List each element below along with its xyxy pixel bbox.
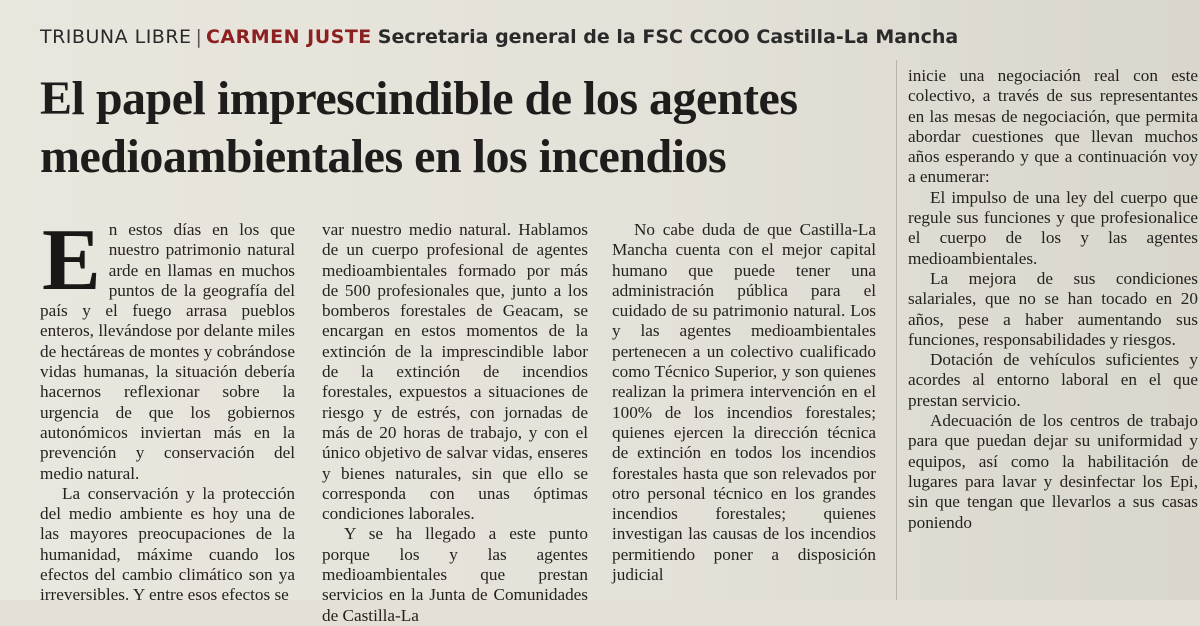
headline-line-2: medioambientales en los incendios xyxy=(40,130,727,183)
column-rule xyxy=(896,60,897,600)
header-separator: | xyxy=(195,26,202,48)
column-2-paragraph-2: Y se ha llegado a este punto porque los y las agentes medioambientales que prestan servicios en la Junta de Comunidades de Castilla-La xyxy=(322,524,588,625)
section-label: TRIBUNA LIBRE xyxy=(40,26,192,48)
article-header xyxy=(40,26,958,56)
author-role: Secretaria general de la FSC CCOO Castilla-La Mancha xyxy=(377,26,959,48)
column-1 xyxy=(40,212,295,606)
column-4-paragraph-4: Dotación de vehículos suficientes y acordes al entorno laboral en el que prestan servicio. xyxy=(908,350,1198,410)
column-4-paragraph-2: El impulso de una ley del cuerpo que regule sus funciones y que profesionalice el cuerpo de los y las agentes medioambientales. xyxy=(908,187,1198,268)
dropcap: E xyxy=(42,212,101,309)
column-3 xyxy=(612,220,876,585)
column-4-paragraph-1: inicie una negociación real con este colectivo, a través de sus representantes en las mesas de negociación, que permita abordar cuestiones que llevan muchos años esperando y que a continuación voy a enumerar: xyxy=(908,66,1198,187)
author-name: CARMEN JUSTE xyxy=(205,26,372,48)
column-1-paragraph-1 xyxy=(40,212,295,484)
column-3-paragraph-1: No cabe duda de que Castilla-La Mancha cuenta con el mejor capital humano que puede tener una administración pública para el cuidado de su patrimonio natural. Los y las agentes medioambientales pertenecen a un colectivo cualificado como Técnico Superior, y son quienes realizan la primera intervención en el 100% de los incendios forestales; quienes ejercen la dirección técnica de extinción en todos los incendios forestales hasta que son relevados por otro personal técnico en los grandes incendios forestales; quienes investigan las causas de los incendios permitiendo poner a disposición judicial xyxy=(612,220,876,585)
column-1-paragraph-2: La conservación y la protección del medio ambiente es hoy una de las mayores preocupaciones de la humanidad, máxime cuando los efectos del cambio climático son ya irreversibles. Y entre esos efectos se xyxy=(40,483,295,605)
column-4-paragraph-5: Adecuación de los centros de trabajo para que puedan dejar su uniformidad y equipos, así como la habilitación de lugares para lavar y desinfectar los Epi, sin que tengan que llevarlos a sus casas poniendo xyxy=(908,411,1198,532)
headline xyxy=(40,70,900,186)
column-4-paragraph-3: La mejora de sus condiciones salariales, que no se han tocado en 20 años, pese a haber aumentando sus funciones, responsabilidades y riesgos. xyxy=(908,268,1198,349)
column-2-paragraph-1: var nuestro medio natural. Hablamos de un cuerpo profesional de agentes medioambientales formado por más de 500 profesionales que, junto a los bomberos forestales de Geacam, se encargan en estos momentos de la extinción de la imprescindible labor de la extinción de incendios forestales, expuestos a situaciones de riesgo y de estrés, con jornadas de más de 20 horas de trabajo, y con el único objetivo de salvar vidas, enseres y bienes naturales, sin que ello se corresponda con unas óptimas condiciones laborales. xyxy=(322,220,588,524)
headline-line-1: El papel imprescindible de los agentes xyxy=(40,72,798,125)
column-1-text-1: n estos días en los que nuestro patrimonio natural arde en llamas en muchos puntos de la geografía del país y el fuego arrasa pueblos enteros, llevándose por delante miles de hectáreas de montes y cobrándose vidas humanas, la situación debería hacernos reflexionar sobre la urgencia de que los gobiernos autonómicos inviertan más en la prevención y conservación del medio natural. xyxy=(40,220,295,483)
column-2 xyxy=(322,220,588,626)
column-4 xyxy=(908,66,1198,533)
